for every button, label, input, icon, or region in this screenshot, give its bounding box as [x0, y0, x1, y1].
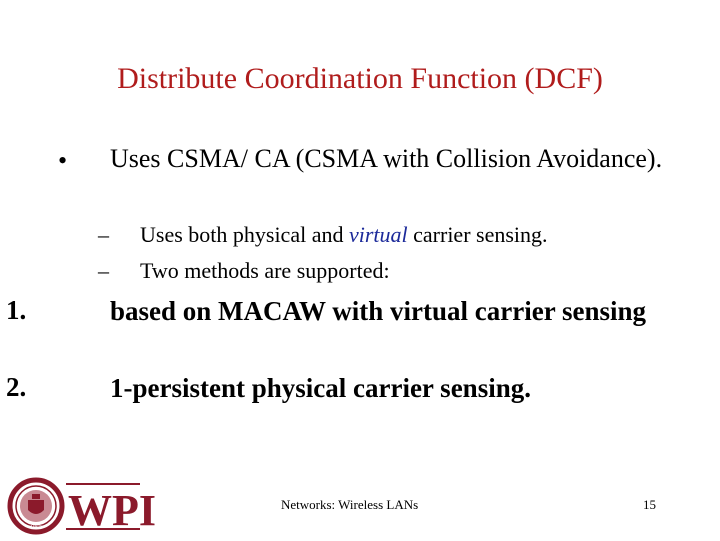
bullet-text: Uses CSMA/ CA (CSMA with Collision Avoidance). — [110, 144, 663, 173]
subbullet-dash-2: – — [98, 258, 109, 283]
subbullet-1-after: carrier sensing. — [407, 222, 548, 247]
seal-year: 1865 — [30, 525, 42, 531]
subbullet-2: Two methods are supported: — [140, 258, 390, 283]
subbullet-1 — [140, 222, 548, 248]
page-number: 15 — [643, 497, 656, 512]
numbered-item-1: based on MACAW with virtual carrier sensing — [110, 296, 647, 326]
numbered-marker-1: 1. — [6, 295, 27, 325]
subbullet-dash-1: – — [98, 222, 109, 247]
numbered-marker-2: 2. — [6, 372, 27, 402]
logo-wordmark: WPI — [68, 486, 156, 535]
numbered-item-2: 1-persistent physical carrier sensing. — [110, 373, 531, 403]
bullet-marker: • — [58, 146, 68, 175]
subbullet-1-before: Uses both physical and — [140, 222, 349, 247]
footer-title: Networks: Wireless LANs — [281, 497, 419, 512]
wpi-seal-icon — [6, 476, 166, 536]
subbullet-1-emphasis: virtual — [348, 222, 408, 247]
wpi-logo — [6, 476, 166, 536]
slide-title: Distribute Coordination Function (DCF) — [117, 62, 603, 95]
